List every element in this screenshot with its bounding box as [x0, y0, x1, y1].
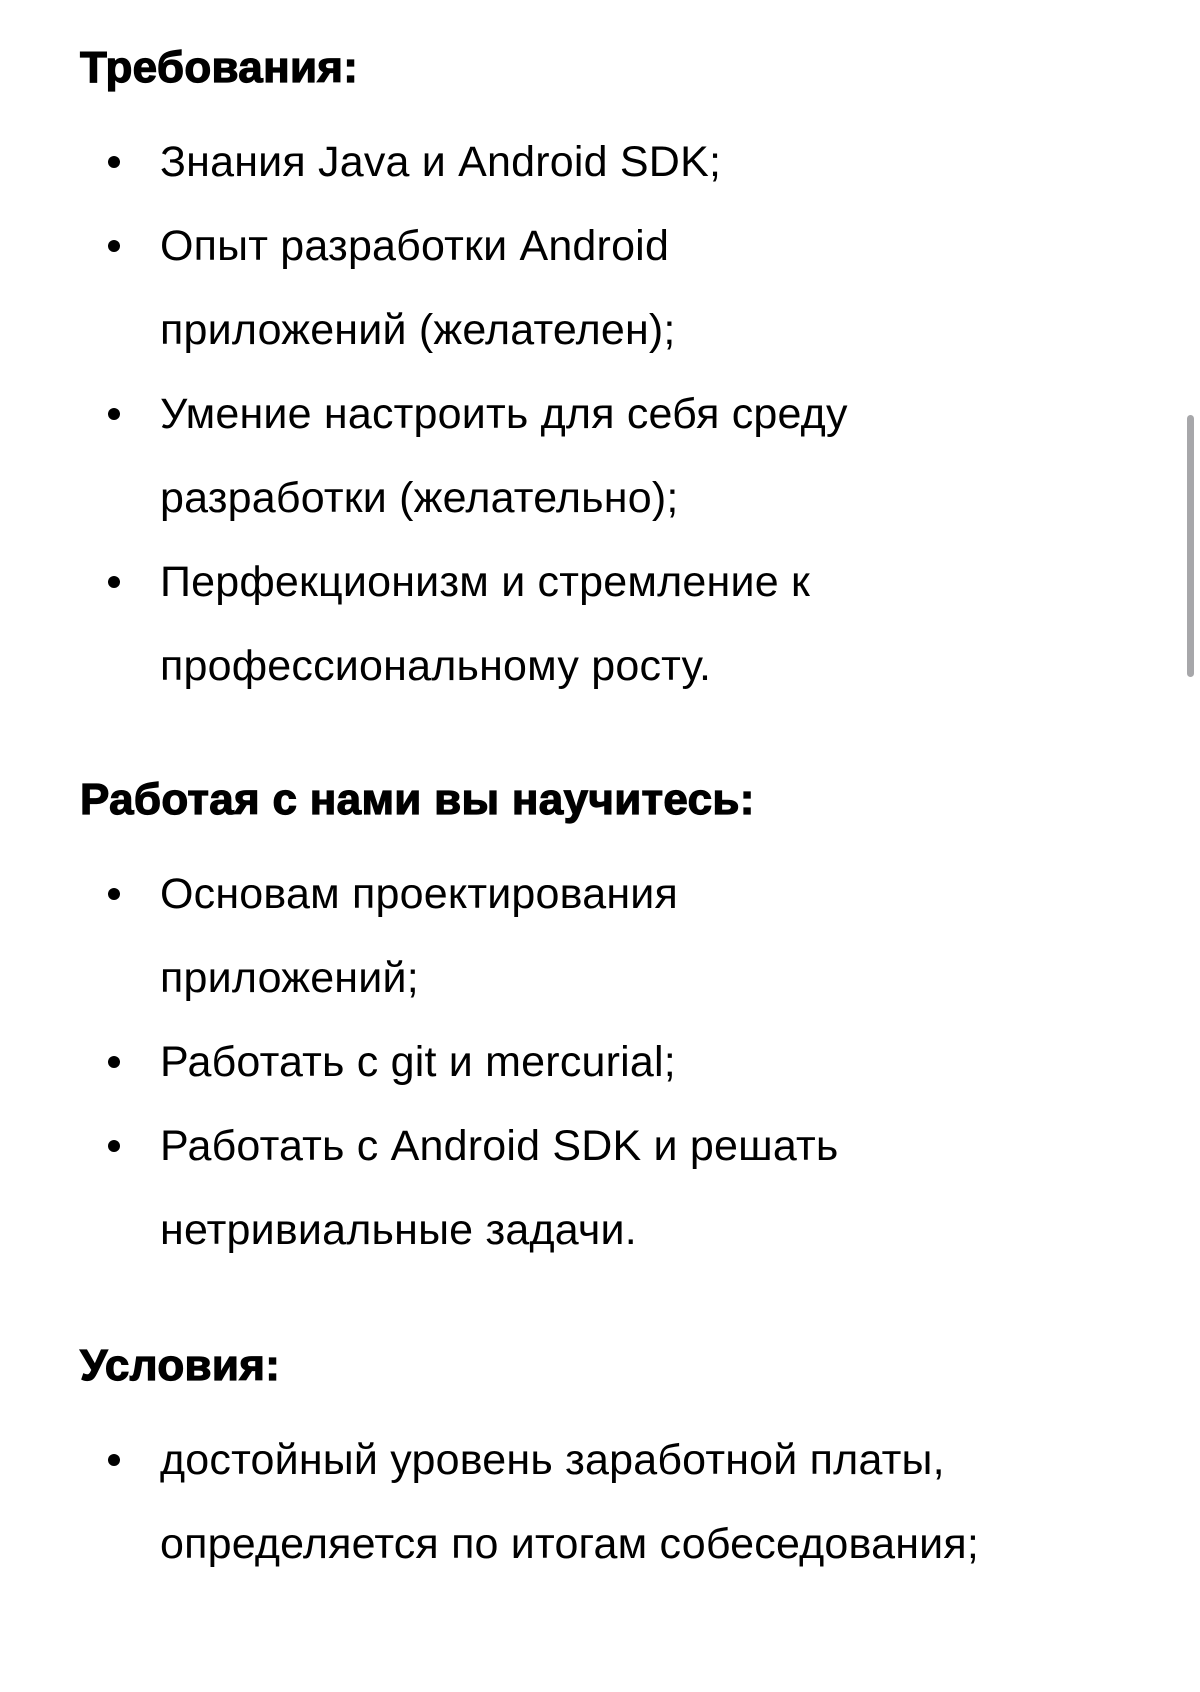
- section-title-conditions: Условия:: [80, 1341, 281, 1390]
- list-item: Умение настроить для себя среду разработки (желательно);: [80, 372, 1060, 540]
- list-item: Работать с Android SDK и решать нетривиальные задачи.: [80, 1104, 1040, 1272]
- vacancy-content: [80, 0, 1080, 1586]
- vertical-scrollbar[interactable]: [1187, 415, 1194, 677]
- section-title-requirements: Требования:: [80, 43, 359, 92]
- conditions-list: [80, 1418, 1080, 1586]
- list-item: Знания Java и Android SDK;: [80, 120, 1080, 204]
- learning-list: [80, 852, 1080, 1272]
- list-item: Работать с git и mercurial;: [80, 1020, 1080, 1104]
- list-item: Перфекционизм и стремление к профессиональному росту.: [80, 540, 1020, 708]
- list-item: достойный уровень заработной платы, определяется по итогам собеседования;: [80, 1418, 1000, 1586]
- requirements-list: [80, 120, 1080, 708]
- section-title-learning: Работая с нами вы научитесь:: [80, 775, 755, 824]
- list-item: Основам проектирования приложений;: [80, 852, 880, 1020]
- list-item: Опыт разработки Android приложений (желателен);: [80, 204, 880, 372]
